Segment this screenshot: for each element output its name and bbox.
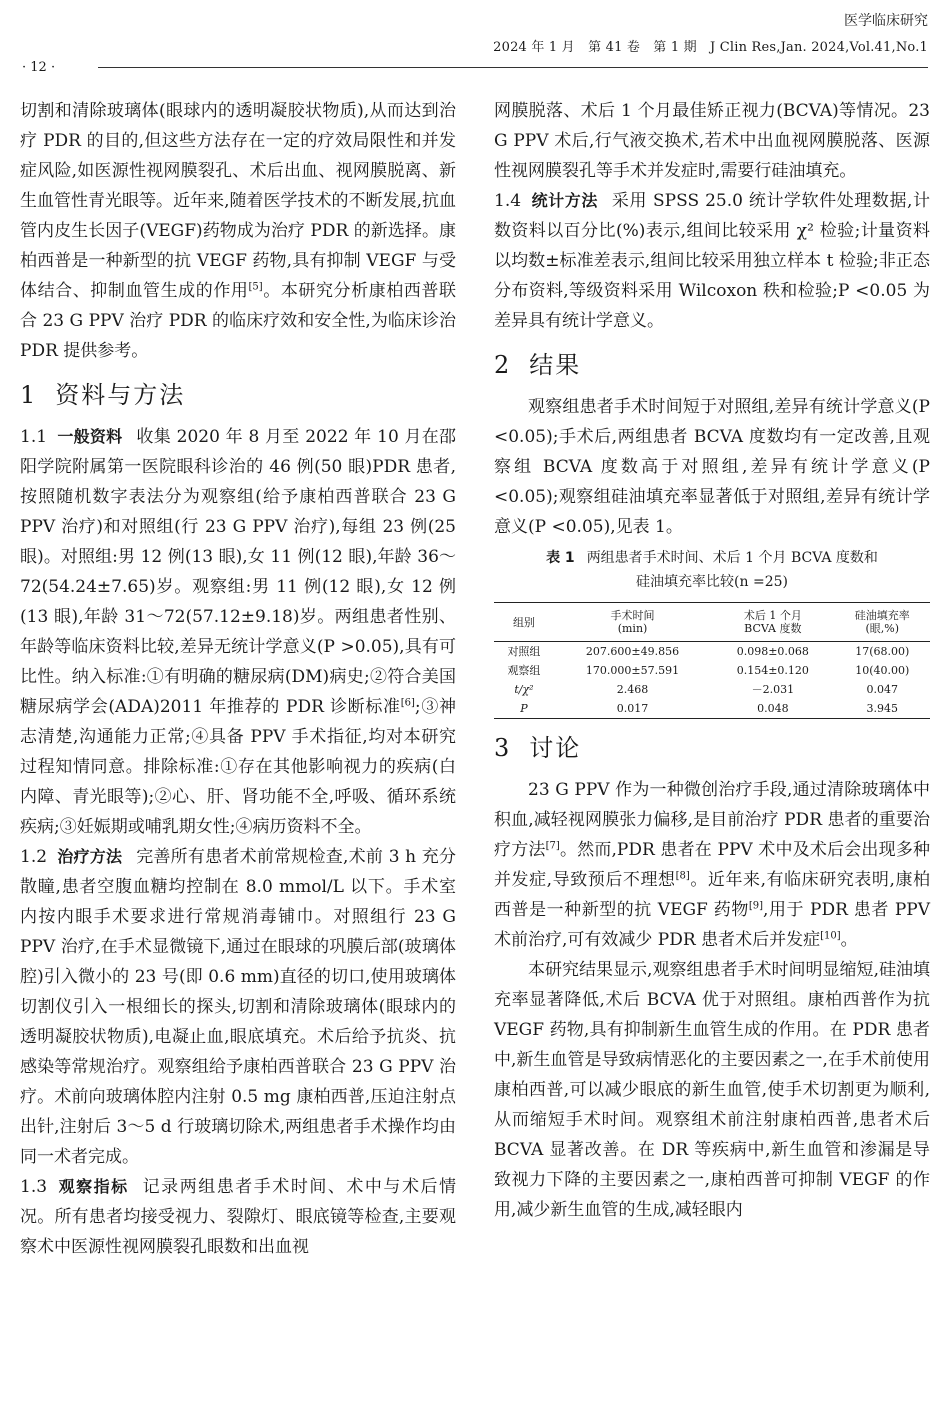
- citation: [8]: [675, 870, 690, 882]
- subsection-1-1: 1.1 一般资料 收集 2020 年 8 月至 2022 年 10 月在邵阳学院附属第一医院眼科诊治的 46 例(50 眼)PDR 患者,按照随机数字表法分为观察组(给予康柏西普联合 23 G PPV 治疗)和对照组(行 23 G PPV 治疗),每组 23 例(25 眼)。对照组:男 12 例(13 眼),女 11 例(12 眼),年龄 36～72(54.24±7.65)岁。观察组:男 11 例(12 眼),女 12 例(13 眼),年龄 31～72(57.12±9.18)岁。两组患者性别、年龄等临床资料比较,差异无统计学意义(P >0.05),具有可比性。纳入标准:①有明确的糖尿病(DM)病史;②符合美国糖尿病学会(ADA)2011 年推荐的 PDR 诊断标准[6];③神志清楚,沟通能力正常;④具备 PPV 手术指征,均对本研究过程知情同意。排除标准:①存在其他影响视力的疾病(白内障、青光眼等);②心、肝、肾功能不全,呼吸、循环系统疾病;③妊娠期或哺乳期女性;④病历资料不全。: [20, 427, 457, 837]
- table-row: P 0.017 0.048 3.945: [494, 699, 930, 719]
- table-row: t/χ² 2.468 －2.031 0.047: [514, 683, 898, 696]
- subsection-title: 观察指标: [57, 1177, 129, 1196]
- table-header: 硅油填充率 (眼,%): [854, 609, 910, 635]
- discussion-paragraph-1: 23 G PPV 作为一种微创治疗手段,通过清除玻璃体中积血,减轻视网膜张力偏移,是目前治疗 PDR 患者的重要治疗方法[7]。然而,PDR 患者在 PPV 术中及术后会出现多种并发症,导致预后不理想[8]。近年来,有临床研究表明,康柏西普是一种新型的抗 VEGF 药物[9],用于 PDR 患者 PPV 术前治疗,可有效减少 PDR 患者术后并发症[10]。: [494, 780, 931, 950]
- citation: [7]: [545, 840, 560, 852]
- continued-paragraph: 网膜脱落、术后 1 个月最佳矫正视力(BCVA)等情况。23 G PPV 术后,行气液交换术,若术中出血视网膜脱落、医源性视网膜裂孔等手术并发症时,需要行硅油填充。: [494, 101, 930, 181]
- table-header: 术后 1 个月 BCVA 度数: [743, 609, 802, 635]
- table-header: 手术时间 (min): [610, 609, 655, 635]
- journal-title: 医学临床研究: [844, 13, 928, 29]
- table-header: 组别: [512, 615, 535, 629]
- discussion-paragraph-2: 本研究结果显示,观察组患者手术时间明显缩短,硅油填充率显著降低,术后 BCVA 优于对照组。康柏西普作为抗 VEGF 药物,具有抑制新生血管生成的作用。在 PDR 患者中,新生血管是导致病情恶化的主要因素之一,在手术前使用康柏西普,可以减少眼底的新生血管,使手术切割更为顺利,从而缩短手术时间。观察组术前注射康柏西普,患者术后 BCVA 显著改善。在 DR 等疾病中,新生血管和渗漏是导致视力下降的主要因素之一,康柏西普可抑制 VEGF 的作用,减少新生血管的生成,减轻眼内: [494, 960, 930, 1220]
- issue-info: 2024 年 1 月 第 41 卷 第 1 期 J Clin Res,Jan. 2024,Vol.41,No.1: [493, 40, 928, 55]
- right-column: [494, 96, 930, 1225]
- subsection-title: 一般资料: [57, 427, 123, 446]
- subsection-1-2: 1.2 治疗方法 完善所有患者术前常规检查,术前 3 h 充分散瞳,患者空腹血糖均控制在 8.0 mmol/L 以下。手术室内按内眼手术要求进行常规消毒铺巾。对照组行 23 G PPV 治疗,在手术显微镜下,通过在眼球的巩膜后部(玻璃体腔)引入微小的 23 号(即 0.6 mm)直径的切口,使用玻璃体切割仪引入一根细长的探头,切割和清除玻璃体(眼球内的透明凝胶状物质),电凝止血,眼底填充。术后给予抗炎、抗感染等常规治疗。观察组给予康柏西普联合 23 G PPV 治疗。术前向玻璃体腔内注射 0.5 mg 康柏西普,压迫注射点出针,注射后 3～5 d 行玻璃切除术,两组患者手术操作均由同一术者完成。: [20, 847, 456, 1167]
- citation: [10]: [820, 930, 841, 942]
- section-heading-3: 3 讨论: [494, 734, 582, 762]
- section-heading-2: 2 结果: [494, 351, 582, 379]
- results-table: [494, 602, 930, 719]
- citation: [5]: [248, 281, 263, 293]
- table-row: 对照组 207.600±49.856 0.098±0.068 17(68.00): [507, 645, 910, 658]
- section-heading-1: 1 资料与方法: [20, 381, 186, 409]
- subsection-1-3: 1.3 观察指标 记录两组患者手术时间、术中与术后情况。所有患者均接受视力、裂隙灯、眼底镜等检查,主要观察术中医源性视网膜裂孔眼数和出血视: [20, 1177, 456, 1257]
- citation: [6]: [400, 697, 415, 709]
- results-paragraph: 观察组患者手术时间短于对照组,差异有统计学意义(P <0.05);手术后,两组患者 BCVA 度数均有一定改善,且观察组 BCVA 度数高于对照组,差异有统计学意义(P <0.05);观察组硅油填充率显著低于对照组,差异有统计学意义(P <0.05),见表 1。: [494, 397, 930, 537]
- citation: [9]: [748, 900, 764, 912]
- left-column: [20, 96, 456, 1262]
- subsection-title: 统计方法: [531, 191, 598, 210]
- page-number: · 12 ·: [22, 60, 56, 75]
- intro-paragraph: 切割和清除玻璃体(眼球内的透明凝胶状物质),从而达到治疗 PDR 的目的,但这些方法存在一定的疗效局限性和并发症风险,如医源性视网膜裂孔、术后出血、视网膜脱离、新生血管性青光眼等。近年来,随着医学技术的不断发展,抗血管内皮生长因子(VEGF)药物成为治疗 PDR 的新选择。康柏西普是一种新型的抗 VEGF 药物,具有抑制 VEGF 与受体结合、抑制血管生成的作用[5]。本研究分析康柏西普联合 23 G PPV 治疗 PDR 的临床疗效和安全性,为临床诊治 PDR 提供参考。: [20, 101, 457, 361]
- header-rule: [98, 67, 928, 68]
- subsection-title: 治疗方法: [57, 847, 123, 866]
- table-caption: 表 1 两组患者手术时间、术后 1 个月 BCVA 度数和 硅油填充率比较(n =25): [546, 550, 878, 590]
- subsection-1-4: 1.4 统计方法 采用 SPSS 25.0 统计学软件处理数据,计数资料以百分比(%)表示,组间比较采用 χ² 检验;计量资料以均数±标准差表示,组间比较采用独立样本 t 检验;非正态分布资料,等级资料采用 Wilcoxon 秩和检验;P <0.05 为差异具有统计学意义。: [494, 191, 930, 331]
- table-row: 观察组 170.000±57.591 0.154±0.120 10(40.00): [507, 664, 910, 677]
